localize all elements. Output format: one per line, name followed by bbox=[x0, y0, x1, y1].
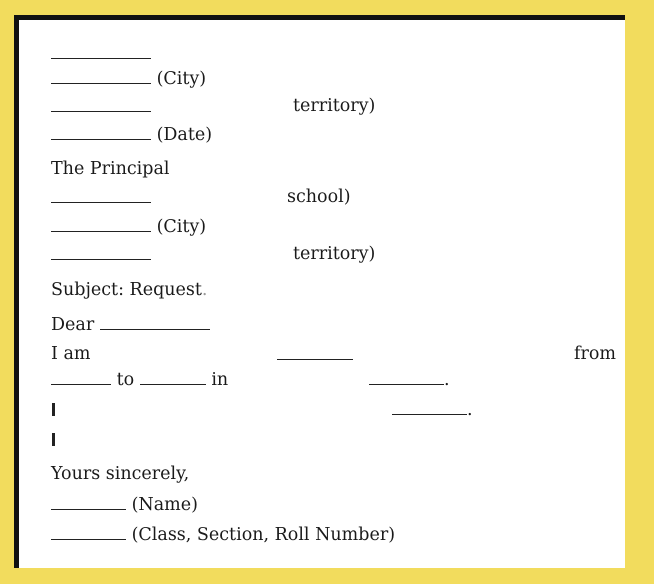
closing-line: Yours sincerely, bbox=[51, 464, 190, 484]
recipient-city-line bbox=[51, 215, 206, 238]
recipient-territory-label: territory) bbox=[293, 244, 376, 264]
blank-field bbox=[369, 368, 444, 385]
blank-field bbox=[51, 493, 126, 510]
school-line bbox=[51, 186, 151, 209]
paragraph-mark bbox=[52, 403, 55, 416]
blank-field bbox=[51, 523, 126, 540]
left-border-bar bbox=[14, 15, 19, 568]
top-border-bar bbox=[14, 15, 625, 20]
body-line-2 bbox=[51, 368, 228, 391]
name-line bbox=[51, 493, 198, 516]
sender-territory-line bbox=[51, 95, 151, 118]
body-period-1: . bbox=[444, 370, 450, 390]
sender-line-1 bbox=[51, 42, 151, 65]
body-line-2-end bbox=[369, 368, 450, 391]
sender-city-line bbox=[51, 67, 206, 90]
salutation-line bbox=[51, 313, 210, 336]
blank-field bbox=[51, 368, 111, 385]
class-label: (Class, Section, Roll Number) bbox=[131, 525, 396, 545]
blank-field bbox=[51, 123, 151, 140]
date-line bbox=[51, 123, 212, 146]
class-line bbox=[51, 523, 395, 546]
blank-field bbox=[277, 343, 353, 360]
sender-city-label: (City) bbox=[156, 69, 207, 89]
principal-line: The Principal bbox=[51, 159, 170, 179]
blank-field bbox=[51, 215, 151, 232]
sender-territory-label: territory) bbox=[293, 96, 376, 116]
school-label: school) bbox=[287, 187, 351, 207]
body-line-1-blank bbox=[277, 343, 353, 366]
body-line-3-end bbox=[392, 398, 473, 421]
subject-line bbox=[51, 279, 208, 301]
blank-field bbox=[392, 398, 467, 415]
recipient-city-label: (City) bbox=[156, 217, 207, 237]
letter-sheet bbox=[14, 15, 625, 568]
body-to: to bbox=[116, 370, 135, 390]
blank-field bbox=[51, 186, 151, 203]
body-from: from bbox=[574, 344, 616, 364]
subject-trailing: . bbox=[201, 280, 208, 300]
recipient-territory-line bbox=[51, 243, 151, 266]
subject-text: Subject: Request bbox=[51, 280, 202, 300]
salutation-text: Dear bbox=[51, 315, 95, 335]
body-in: in bbox=[211, 370, 229, 390]
body-period-2: . bbox=[467, 400, 473, 420]
blank-field bbox=[51, 243, 151, 260]
name-label: (Name) bbox=[131, 495, 198, 515]
blank-field bbox=[140, 368, 206, 385]
date-label: (Date) bbox=[156, 125, 213, 145]
body-i-am: I am bbox=[51, 344, 91, 364]
paragraph-mark bbox=[52, 433, 55, 446]
blank-field bbox=[51, 67, 151, 84]
blank-field bbox=[51, 95, 151, 112]
blank-field bbox=[51, 42, 151, 59]
blank-field bbox=[100, 313, 210, 330]
